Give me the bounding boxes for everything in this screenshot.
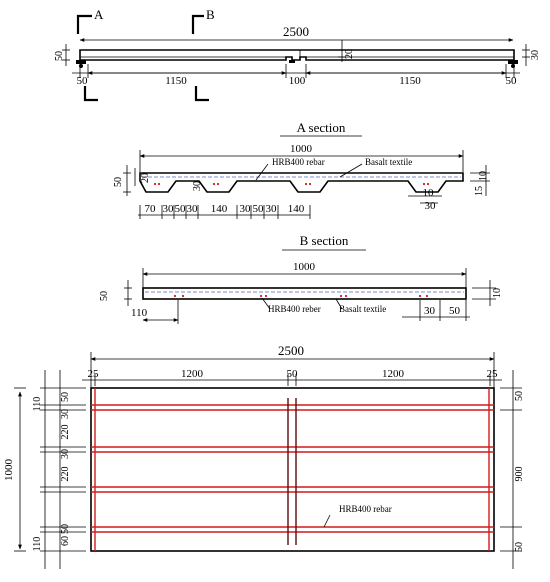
section-a-dim-0: 70 [144, 203, 156, 215]
section-a-right-bottom: 15 [474, 186, 485, 196]
elevation-right-height: 30 [530, 50, 541, 60]
elevation-joint-height: 20 [344, 49, 355, 59]
plan-left-dim-2: 30 [60, 409, 71, 419]
right-support [508, 60, 518, 64]
section-a-profile [140, 173, 463, 192]
plan-height-dim: 1000 [3, 459, 15, 481]
elevation-left-height: 50 [54, 51, 65, 61]
section-mark-b-top [193, 7, 215, 34]
elevation-total-dim: 2500 [283, 24, 309, 39]
section-mark-b-bottom [196, 86, 209, 100]
section-a-rib-dim-10: 10 [422, 187, 434, 199]
plan-top-dim-4: 25 [486, 368, 498, 380]
plan-left-dim-7: 60 [60, 536, 71, 546]
elevation-dim-4: 50 [505, 75, 517, 87]
middle-support [289, 60, 295, 63]
section-a-textile-label: Basalt textile [365, 157, 413, 167]
section-a-dim-8: 140 [287, 203, 305, 215]
plan-view [3, 343, 525, 569]
elevation-dim-3: 1150 [399, 75, 421, 87]
section-b-right-dim: 10 [492, 288, 503, 298]
plan-left-dim-6: 50 [60, 524, 71, 534]
section-a-dim-4: 140 [210, 203, 228, 215]
section-b-textile-label: Basalt textile [339, 304, 387, 314]
section-a-dim-3: 30 [186, 203, 198, 215]
section-mark-b-label: B [206, 7, 215, 22]
left-support [76, 60, 86, 64]
section-a-dim-6: 50 [252, 203, 264, 215]
plan-rebars [91, 388, 494, 551]
section-a-dim-1: 30 [162, 203, 174, 215]
section-b-title: B section [299, 233, 349, 248]
section-a-rib-dim-30: 30 [424, 200, 436, 212]
plan-rebar-label: HRB400 rebar [339, 504, 392, 514]
elevation-dim-2: 100 [288, 75, 306, 87]
plan-top-dim-2: 50 [286, 368, 298, 380]
section-mark-a-bottom [85, 86, 98, 100]
section-mark-a-top [78, 7, 104, 34]
section-b-view [99, 233, 503, 324]
plan-left-dim-4: 30 [60, 449, 71, 459]
section-b-width: 1000 [293, 261, 315, 273]
plan-total-dim: 2500 [278, 343, 304, 358]
section-a-dim-2: 50 [174, 203, 186, 215]
plan-right-dim-0: 50 [514, 391, 525, 401]
section-b-left-dim: 50 [99, 291, 110, 301]
plan-top-dim-1: 1200 [181, 368, 203, 380]
section-b-profile [143, 288, 466, 299]
section-mark-a-label: A [94, 7, 104, 22]
section-a-dim-5: 30 [239, 203, 251, 215]
plan-left-dim-1: 50 [60, 392, 71, 402]
section-a-rib-height: 30 [192, 181, 203, 191]
section-a-left-inner: 20 [140, 173, 151, 183]
section-b-right-dim-30: 30 [424, 305, 435, 317]
plan-left-dim-5: 220 [60, 466, 71, 482]
section-a-right-top: 10 [478, 171, 489, 181]
section-b-rebar-label: HRB400 reber [268, 304, 321, 314]
plan-left-dim-0: 110 [32, 396, 43, 412]
elevation-slab-outline [80, 50, 514, 60]
section-b-right-dim-50: 50 [449, 305, 460, 317]
section-a-width: 1000 [290, 143, 312, 155]
section-a-dim-7: 30 [265, 203, 277, 215]
elevation-dim-1: 1150 [165, 75, 187, 87]
section-a-view [113, 120, 490, 219]
plan-right-dim-2: 50 [514, 542, 525, 552]
section-a-rebar-label: HRB400 rebar [272, 157, 325, 167]
plan-left-dim-8: 110 [32, 536, 43, 552]
plan-right-dim-1: 900 [514, 466, 525, 482]
section-a-title: A section [296, 120, 346, 135]
section-b-left-bottom-dim: 110 [131, 307, 148, 319]
section-a-left-outer: 50 [113, 177, 124, 187]
elevation-view [54, 7, 541, 100]
plan-left-dim-3: 220 [60, 424, 71, 440]
plan-top-dim-3: 1200 [382, 368, 404, 380]
plan-top-dim-0: 25 [87, 368, 99, 380]
elevation-dim-0: 50 [76, 75, 88, 87]
